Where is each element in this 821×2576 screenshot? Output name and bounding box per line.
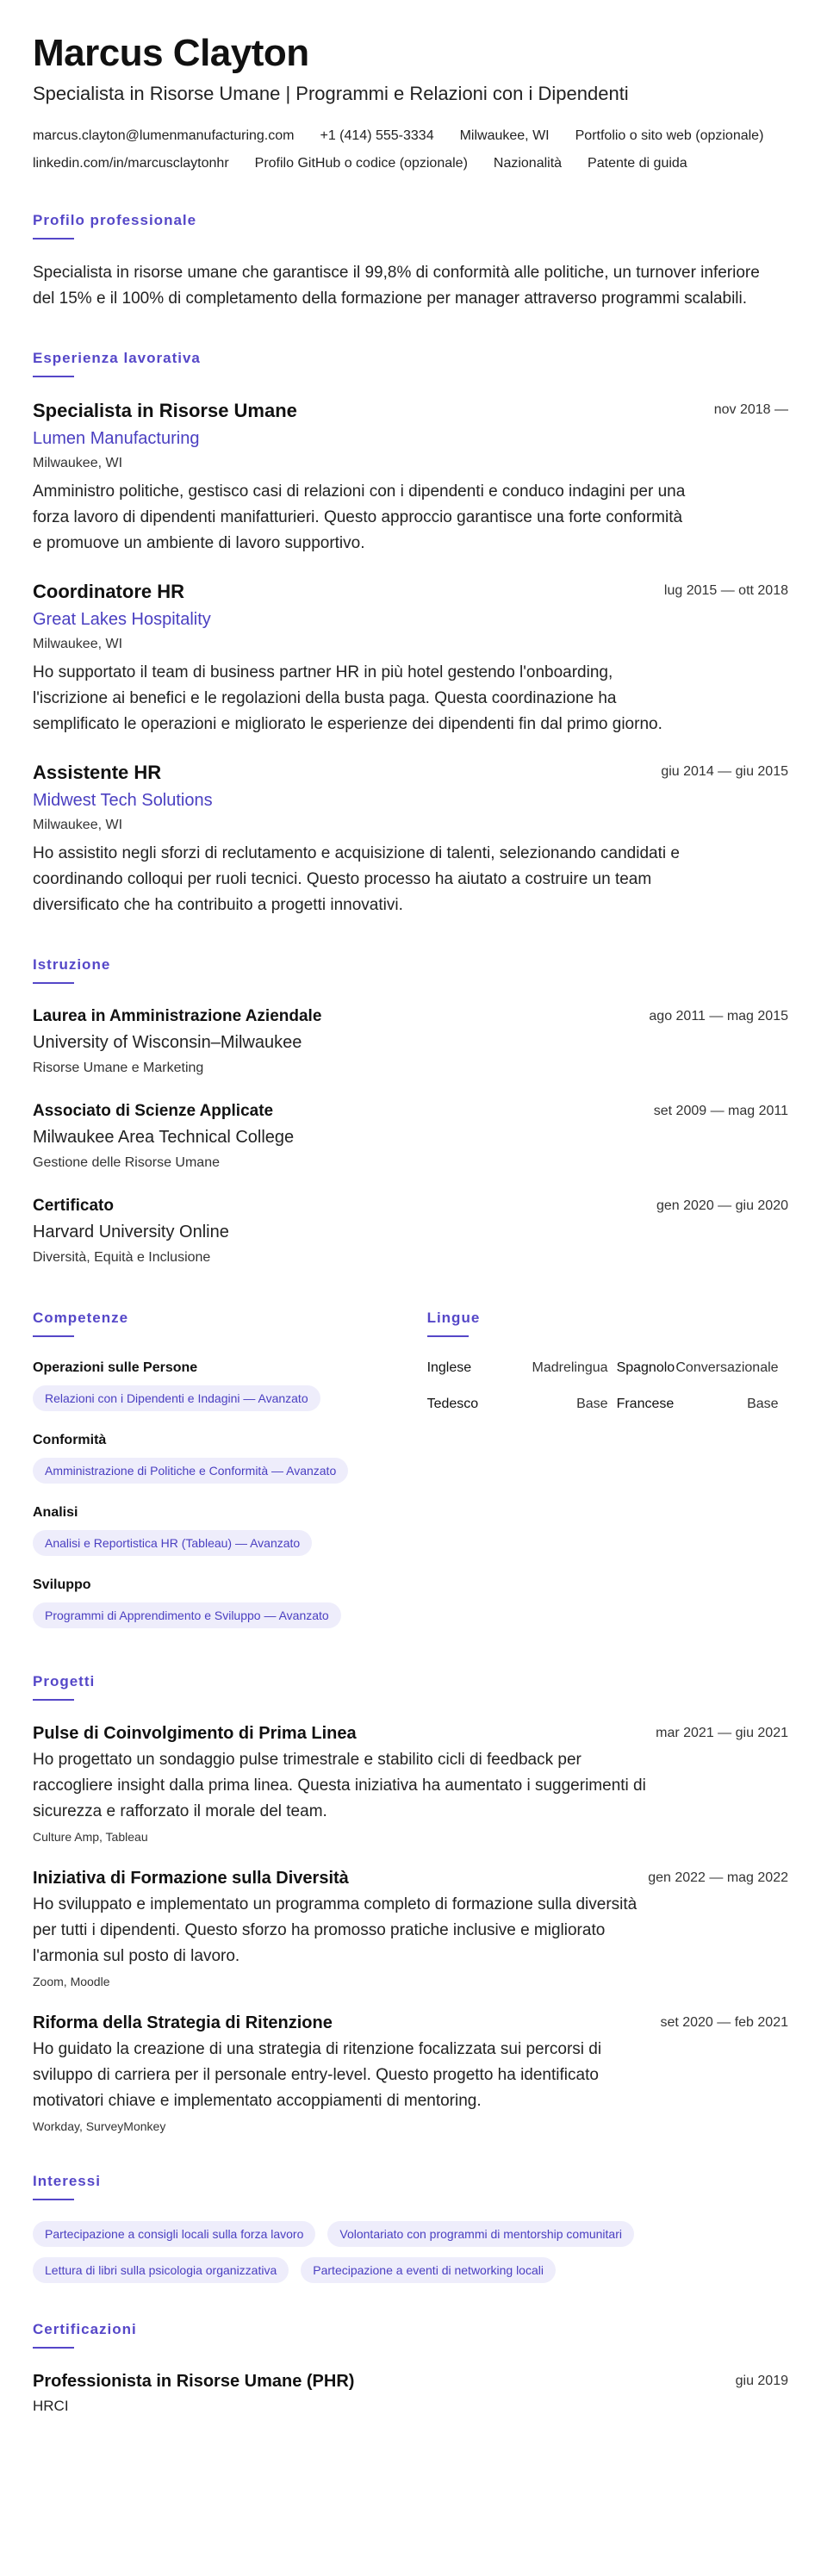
skill-chip: Relazioni con i Dipendenti e Indagini — Avanzato: [33, 1385, 320, 1411]
section-divider: [33, 1699, 74, 1701]
profile-section: [33, 210, 788, 312]
section-title: Certificazioni: [33, 2321, 137, 2337]
experience-entry: [33, 760, 788, 918]
education-dates: set 2009 — mag 2011: [653, 1104, 788, 1118]
job-dates: giu 2014 — giu 2015: [661, 764, 788, 779]
school-name: University of Wisconsin–Milwaukee: [33, 1033, 302, 1052]
language-level: Madrelingua: [532, 1360, 608, 1375]
project-description: Ho sviluppato e implementato un programma completo di formazione sulla diversità per tutti i dipendenti. Questo sforzo ha promosso pratiche inclusive e migliorato l'armonia sul posto di lavoro.: [33, 1895, 638, 1965]
experience-entry: [33, 579, 788, 737]
education-section: [33, 955, 788, 1268]
job-description: Ho supportato il team di business partner HR in più hotel gestendo l'onboarding, l'iscrizione ai benefici e le regolazioni della busta paga. Questa coordinazione ha semplificato le operazioni e migliorato le esperienze dei dipendenti fin dal primo giorno.: [33, 663, 662, 733]
job-title: Assistente HR: [33, 762, 162, 783]
education-entry: [33, 1194, 788, 1268]
project-dates: gen 2022 — mag 2022: [648, 1870, 788, 1885]
school-name: Harvard University Online: [33, 1223, 229, 1241]
job-location: Milwaukee, WI: [33, 456, 123, 470]
education-dates: ago 2011 — mag 2015: [649, 1009, 788, 1024]
projects-section: [33, 1671, 788, 2135]
degree-title: Associato di Scienze Applicate: [33, 1102, 274, 1120]
project-tools: Culture Amp, Tableau: [33, 1830, 148, 1844]
project-tools: Zoom, Moodle: [33, 1975, 110, 1988]
project-entry: [33, 1721, 788, 1845]
section-title: Profilo professionale: [33, 212, 197, 228]
project-description: Ho guidato la creazione di una strategia di ritenzione focalizzata sui percorsi di sviluppo di carriera per il personale entry-level. Questo progetto ha identificato motivatori chiave e implementato accoppiamenti di mentoring.: [33, 2040, 602, 2110]
skill-group: [33, 1358, 427, 1430]
certifications-section: [33, 2319, 788, 2417]
skills-section: [33, 1308, 427, 1647]
school-name: Milwaukee Area Technical College: [33, 1128, 295, 1147]
project-name: Iniziativa di Formazione sulla Diversità: [33, 1869, 349, 1888]
section-divider: [33, 2347, 74, 2349]
skills-languages-row: [33, 1308, 788, 1647]
section-title: Competenze: [33, 1310, 129, 1326]
language-name: Tedesco: [426, 1397, 479, 1411]
contact-driving-license: Patente di guida: [588, 156, 687, 171]
job-title: Specialista in Risorse Umane: [33, 400, 297, 421]
field-of-study: Gestione delle Risorse Umane: [33, 1155, 220, 1170]
education-dates: gen 2020 — giu 2020: [656, 1198, 788, 1213]
field-of-study: Risorse Umane e Marketing: [33, 1061, 204, 1075]
contact-linkedin[interactable]: linkedin.com/in/marcusclaytonhr: [33, 156, 229, 171]
contact-phone[interactable]: +1 (414) 555-3334: [320, 128, 434, 143]
profile-summary: Specialista in risorse umane che garantisce il 99,8% di conformità alle politiche, un turnover inferiore del 15% e il 100% di completamento della formazione per manager attraverso programmi scalabili.: [33, 264, 760, 308]
job-title: Coordinatore HR: [33, 581, 184, 602]
skill-category: Conformità: [33, 1433, 107, 1447]
degree-title: Laurea in Amministrazione Aziendale: [33, 1007, 322, 1025]
contact-github[interactable]: Profilo GitHub o codice (opzionale): [254, 156, 468, 171]
section-divider: [33, 238, 74, 240]
certification-entry: [33, 2369, 788, 2417]
section-title: Interessi: [33, 2173, 101, 2189]
skill-group: [33, 1575, 427, 1647]
project-name: Pulse di Coinvolgimento di Prima Linea: [33, 1724, 357, 1743]
interests-section: [33, 2171, 788, 2283]
education-entry: [33, 1099, 788, 1173]
skill-group: [33, 1430, 427, 1503]
section-divider: [427, 1335, 469, 1337]
language-list: [427, 1358, 788, 1415]
section-divider: [33, 982, 74, 984]
section-title: Istruzione: [33, 956, 111, 973]
skill-category: Operazioni sulle Persone: [33, 1360, 198, 1375]
project-entry: [33, 2011, 788, 2135]
skill-chip: Amministrazione di Politiche e Conformità — Avanzato: [33, 1458, 348, 1484]
project-tools: Workday, SurveyMonkey: [33, 2119, 166, 2133]
candidate-name: Marcus Clayton: [33, 32, 309, 74]
project-description: Ho progettato un sondaggio pulse trimestrale e stabilito cicli di feedback per raccogliere insight dalla prima linea. Questa iniziativa ha aumentato i suggerimenti di sicurezza e rafforzato il morale del team.: [33, 1751, 646, 1820]
language-name: Spagnolo: [616, 1360, 675, 1375]
project-name: Riforma della Strategia di Ritenzione: [33, 2013, 333, 2032]
section-divider: [33, 376, 74, 377]
company-name: Midwest Tech Solutions: [33, 791, 213, 810]
job-description: Amministro politiche, gestisco casi di relazioni con i dipendenti e conduco indagini per una forza lavoro di dipendenti manifatturieri. Questo approccio garantisce una forte conformità e promuove un ambiente di lavoro supportivo.: [33, 482, 686, 552]
degree-title: Certificato: [33, 1197, 114, 1215]
skill-category: Sviluppo: [33, 1577, 91, 1592]
field-of-study: Diversità, Equità e Inclusione: [33, 1250, 211, 1265]
job-location: Milwaukee, WI: [33, 818, 123, 832]
job-dates: nov 2018 —: [713, 402, 788, 417]
project-entry: [33, 1866, 788, 1990]
job-location: Milwaukee, WI: [33, 637, 123, 651]
skill-chip: Analisi e Reportistica HR (Tableau) — Avanzato: [33, 1530, 312, 1556]
experience-section: [33, 348, 788, 918]
interest-list: [33, 2221, 774, 2283]
company-name: Lumen Manufacturing: [33, 429, 200, 448]
resume-header: [33, 31, 788, 174]
contact-location: Milwaukee, WI: [459, 128, 550, 143]
project-dates: set 2020 — feb 2021: [660, 2015, 788, 2030]
company-name: Great Lakes Hospitality: [33, 610, 211, 629]
interest-chip: Lettura di libri sulla psicologia organizzativa: [33, 2257, 289, 2283]
contact-portfolio[interactable]: Portfolio o sito web (opzionale): [575, 128, 764, 143]
education-entry: [33, 1005, 788, 1079]
certification-issuer: HRCI: [33, 2398, 69, 2414]
section-divider: [33, 2199, 74, 2200]
section-divider: [33, 1335, 74, 1337]
interest-chip: Partecipazione a eventi di networking locali: [301, 2257, 556, 2283]
skill-category: Analisi: [33, 1505, 78, 1520]
certification-date: giu 2019: [735, 2374, 788, 2388]
certification-name: Professionista in Risorse Umane (PHR): [33, 2372, 355, 2391]
language-name: Francese: [616, 1397, 675, 1411]
languages-section: [427, 1308, 788, 1647]
language-level: Conversazionale: [675, 1360, 779, 1375]
language-level: Base: [576, 1397, 608, 1411]
section-title: Progetti: [33, 1673, 96, 1689]
job-description: Ho assistito negli sforzi di reclutamento e acquisizione di talenti, selezionando candidati e coordinando colloqui per ruoli tecnici. Questo processo ha aiutato a costruire un team diversificato che ha contribuito a progetti innovativi.: [33, 844, 680, 914]
job-dates: lug 2015 — ott 2018: [663, 583, 788, 598]
project-dates: mar 2021 — giu 2021: [656, 1726, 788, 1740]
experience-entry: [33, 398, 788, 557]
contact-nationality: Nazionalità: [493, 156, 563, 171]
interest-chip: Partecipazione a consigli locali sulla forza lavoro: [33, 2221, 315, 2247]
skill-chip: Programmi di Apprendimento e Sviluppo — Avanzato: [33, 1602, 341, 1628]
language-name: Inglese: [426, 1360, 472, 1375]
contact-list: [33, 126, 791, 174]
skill-group: [33, 1503, 427, 1575]
section-title: Esperienza lavorativa: [33, 350, 201, 366]
interest-chip: Volontariato con programmi di mentorship comunitari: [327, 2221, 634, 2247]
section-title: Lingue: [426, 1310, 481, 1326]
language-level: Base: [747, 1397, 779, 1411]
contact-email[interactable]: marcus.clayton@lumenmanufacturing.com: [33, 128, 295, 143]
candidate-headline: Specialista in Risorse Umane | Programmi e Relazioni con i Dipendenti: [33, 83, 629, 104]
